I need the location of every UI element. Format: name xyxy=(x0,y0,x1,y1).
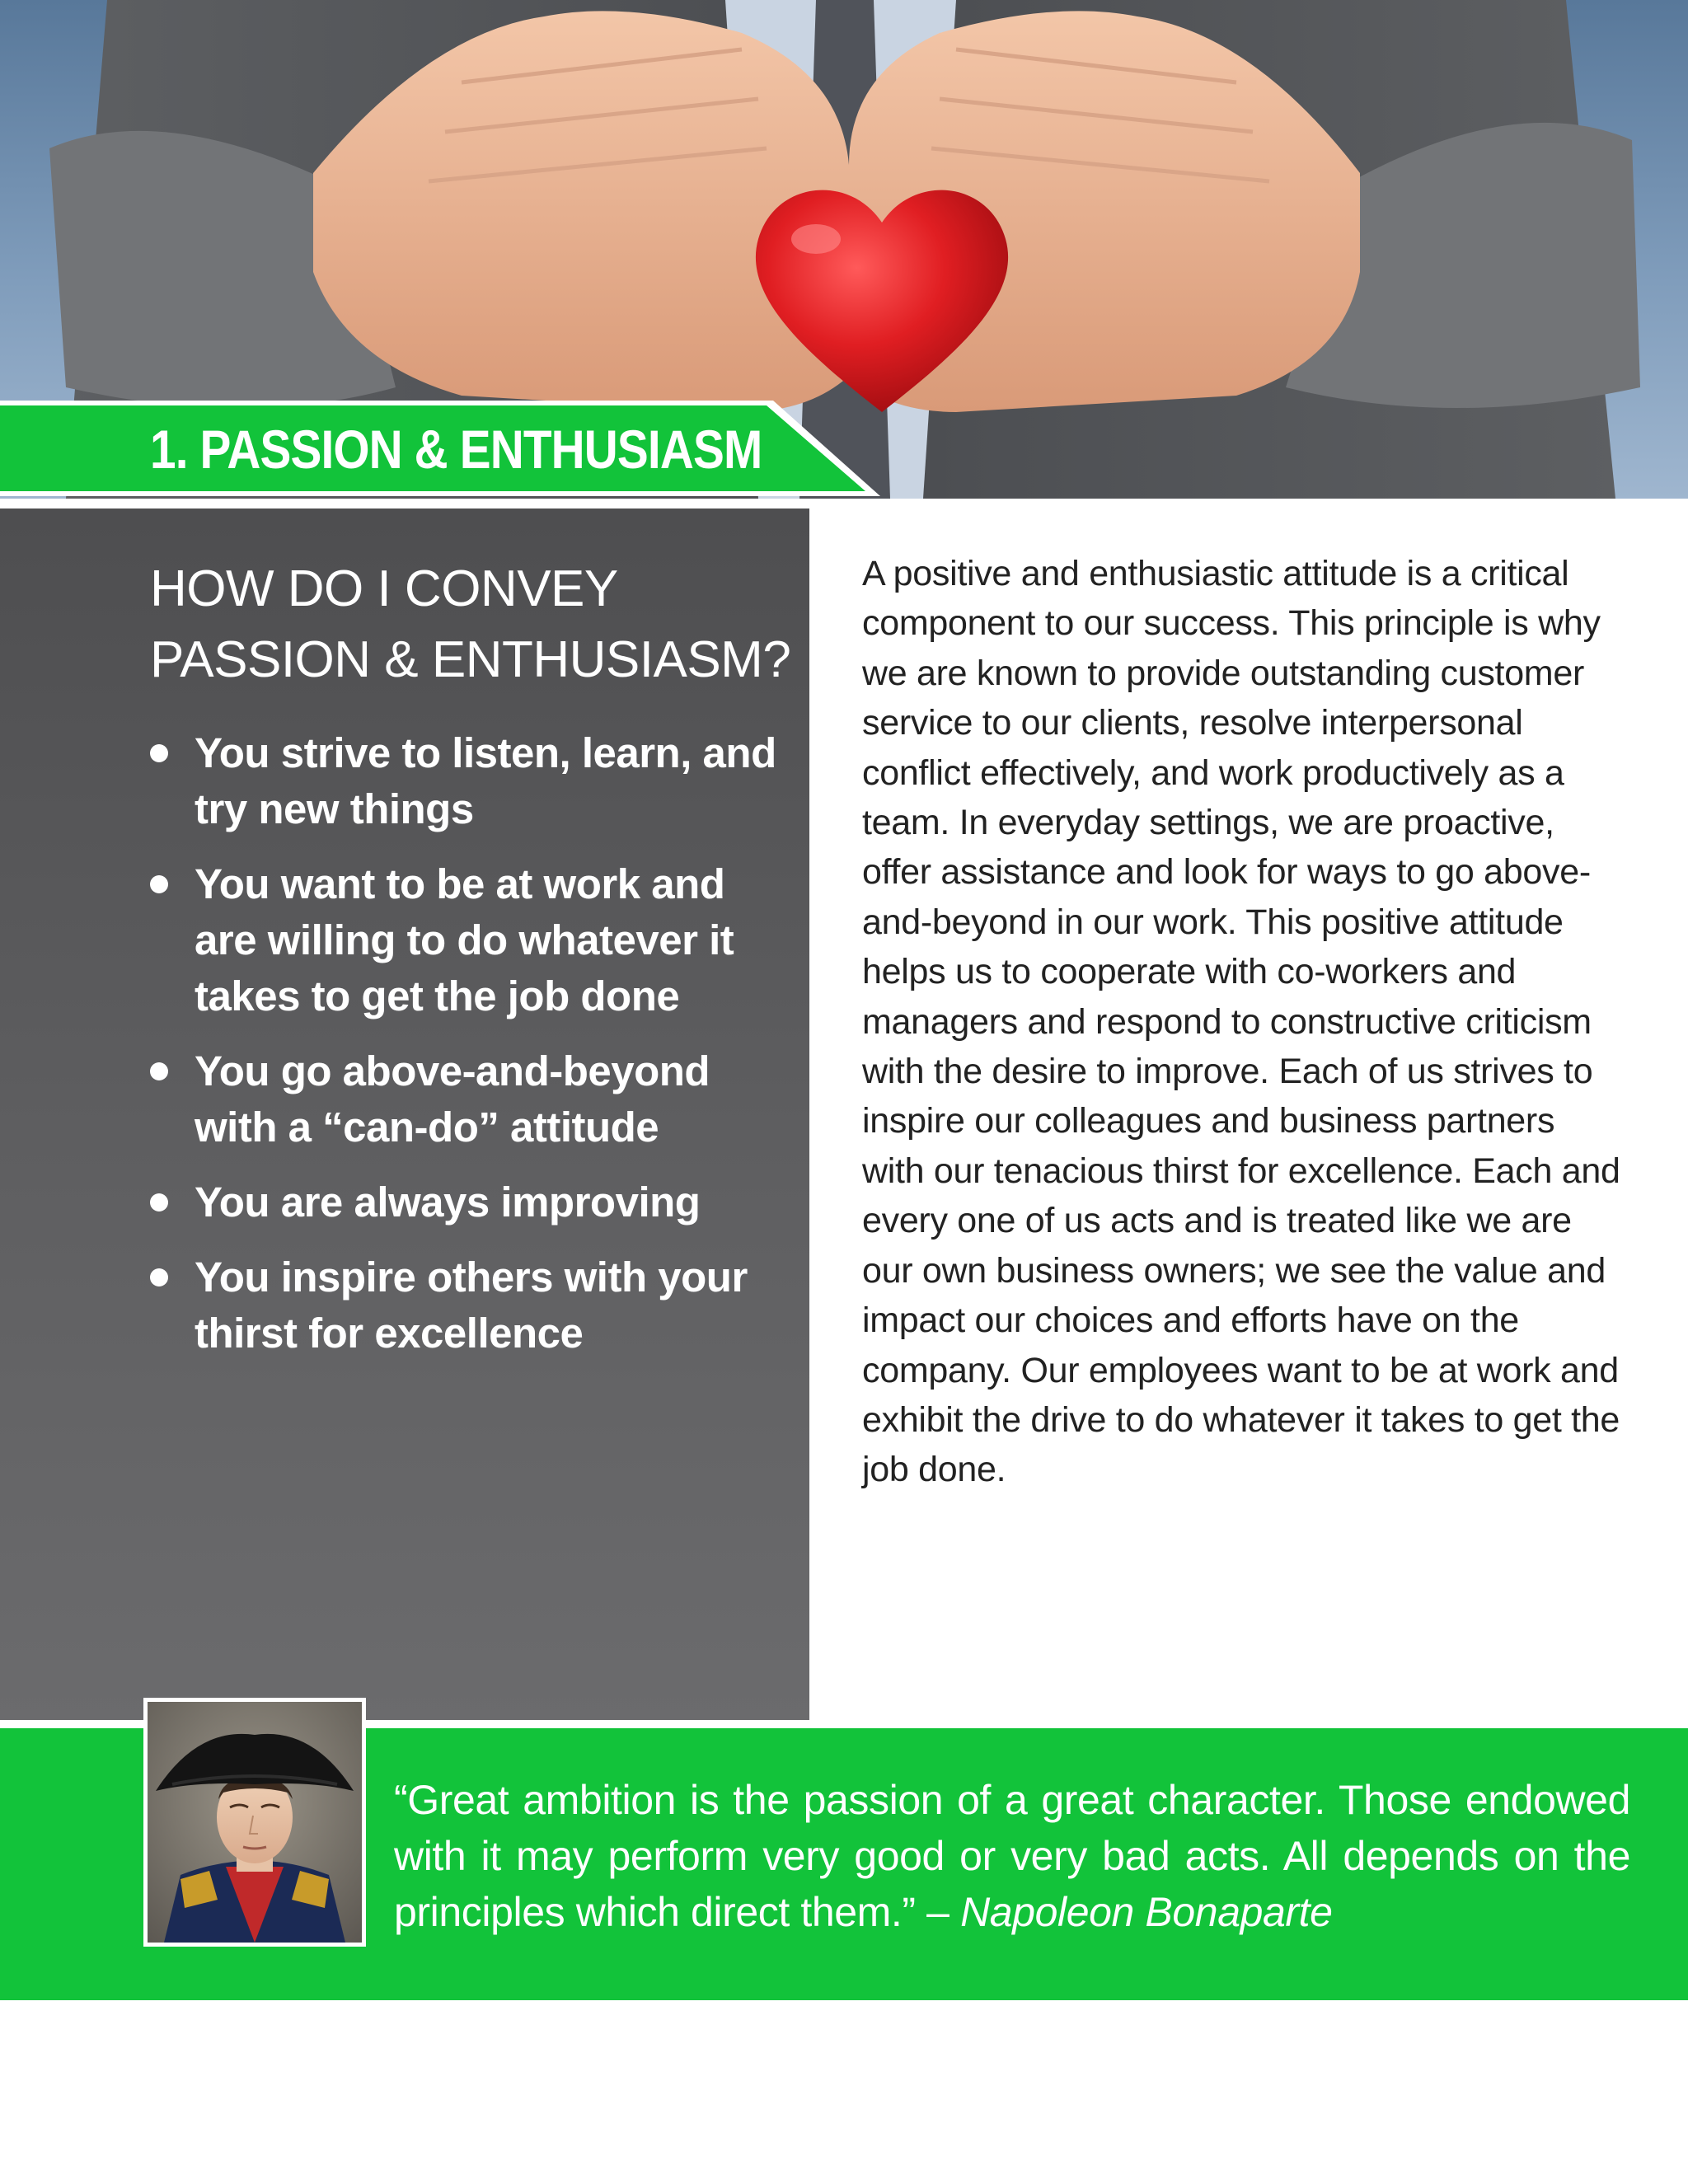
panel-heading xyxy=(150,554,793,696)
bullet-dot-icon xyxy=(150,1062,168,1080)
bullet-text: You strive to listen, learn, and try new things xyxy=(195,729,776,832)
bullet-text: You are always improving xyxy=(195,1179,701,1226)
bullet-text: You go above-and-beyond with a “can-do” attitude xyxy=(195,1047,710,1151)
panel-heading-line2: PASSION & ENTHUSIASM? xyxy=(150,631,791,688)
bullet-item xyxy=(147,725,798,837)
bullet-dot-icon xyxy=(150,1193,168,1212)
section-title: 1. PASSION & ENTHUSIASM xyxy=(150,419,762,480)
bullet-item xyxy=(147,1043,798,1155)
panel-heading-line1: HOW DO I CONVEY xyxy=(150,560,618,617)
bullet-dot-icon xyxy=(150,875,168,893)
quote-body: “Great ambition is the passion of a great character. Those endowed with it may perform very good or very bad acts. All depends on the principles which direct them.” – xyxy=(394,1777,1630,1935)
bullet-dot-icon xyxy=(150,1268,168,1286)
quote-text xyxy=(394,1772,1630,1940)
napoleon-portrait xyxy=(143,1698,366,1947)
bullet-item xyxy=(147,1249,798,1361)
bullet-item xyxy=(147,856,798,1024)
quote-author: Napoleon Bonaparte xyxy=(960,1889,1333,1935)
bullet-list xyxy=(147,725,798,1380)
bullet-dot-icon xyxy=(150,744,168,762)
bullet-text: You want to be at work and are willing to do whatever it takes to get the job done xyxy=(195,860,734,1019)
bullet-text: You inspire others with your thirst for excellence xyxy=(195,1254,748,1357)
body-paragraph: A positive and enthusiastic attitude is a critical component to our success. This principle is why we are known to provide outstanding customer service to our clients, resolve interpersonal conflict effectively, and work productively as a team. In everyday settings, we are proactive, offer assistance and look for ways to go above-and-beyond in our work. This positive attitude helps us to cooperate with co-workers and managers and respond to constructive criticism with the desire to improve. Each of us strives to inspire our colleagues and business partners with our tenacious thirst for excellence. Each and every one of us acts and is treated like we are our own business owners; we see the value and impact our choices and efforts have on the company. Our employees want to be at work and exhibit the drive to do whatever it takes to get the job done. xyxy=(862,554,1620,1490)
bullet-item xyxy=(147,1174,798,1230)
